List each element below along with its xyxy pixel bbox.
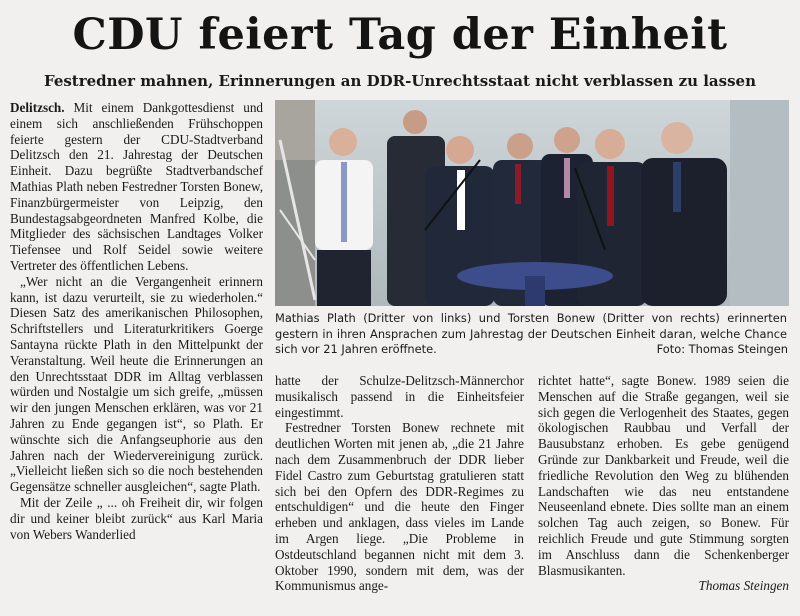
paragraph: „Wer nicht an die Vergangenheit erinnern kann, ist dazu verurteilt, sie zu wiederholen.“ Diesen Satz des amerikanischen Philosophen, Schriftstellers und Literaturkritikers Goerge Santayna rückte Plath in den Mittelpunkt der Veranstaltung. Weil heute die Erinnerungen an den Unrechtsstaat DDR im Alltag verblassen würden und Nostalgie um sich greife, „müssen wir den jungen Menschen erklären, was vor 21 Jahren zu Ende gegangen ist“, so Plath. Er wünschte sich die Anfangseuphorie aus den Jahren nach der Wiedervereinigung zurück. „Vielleicht ließen sich so die noch bestehenden Gegensätze schneller ausgleichen“, sagte Plath. bbox=[10, 273, 263, 495]
photo-caption: Mathias Plath (Dritter von links) und Torsten Bonew (Dritter von rechts) erinnerten gestern in ihren Ansprachen zum Jahrestag der Deutschen Einheit daran, welche Chance sich vor 21 Jahren eröffnete. bbox=[275, 311, 787, 356]
subheadline: Festredner mahnen, Erinnerungen an DDR-Unrechtsstaat nicht verblassen zu lassen bbox=[43, 72, 756, 90]
headline: CDU feiert Tag der Einheit bbox=[72, 10, 728, 60]
paragraph: hatte der Schulze-Delitzsch-Männerchor musikalisch passend in die Einheitsfeier eingestimmt. bbox=[275, 373, 524, 420]
article-column-1 bbox=[10, 100, 263, 542]
paragraph: Festredner Torsten Bonew rechnete mit deutlichen Worten mit jenen ab, „die 21 Jahre nach dem Zusammenbruch der DDR lieber Fidel Castro zum Geburtstag gratulieren statt sich bei den Opfern des DDR-Regimes zu entschuldigen“ und die heute den Finger erheben und anklagen, dass vieles im Lande im Argen liege. „Die Probleme in Ostdeutschland begannen nicht mit dem 3. Oktober 1990, sondern mit dem, was der Kommunismus ange- bbox=[275, 420, 524, 594]
paragraph bbox=[10, 100, 263, 274]
paragraph: Mit der Zeile „ ... oh Freiheit dir, wir folgen dir und keiner bleibt zurück“ aus Karl Maria von Webers Wanderlied bbox=[10, 494, 263, 542]
article-column-3 bbox=[538, 373, 789, 594]
paragraph-text: Mit einem Dankgottesdienst und einem sich anschließenden Frühschoppen feierte gestern der CDU-Stadtverband Delitzsch den 21. Jahrestag der Deutschen Einheit. Dazu begrüßte Stadtverbandschef Mathias Plath neben Festredner Torsten Bonew, Finanzbürgermeister von Leipzig, den Bundestagsabgeordneten Manfred Kolbe, die Mitglieder des sächsischen Landtages Volker Tiefensee und Rolf Seidel sowie weitere Vertreter des öffentlichen Lebens. bbox=[10, 100, 264, 273]
photo-credit: Foto: Thomas Steingen bbox=[656, 342, 788, 356]
byline: Thomas Steingen bbox=[698, 578, 789, 594]
article-column-2 bbox=[275, 373, 524, 594]
news-photo bbox=[275, 100, 789, 306]
photo-illustration bbox=[275, 100, 789, 306]
paragraph: richtet hatte“, sagte Bonew. 1989 seien die Menschen auf die Straße gegangen, weil sie sich gegen die Verlogenheit des Staates, gegen ökologischen Raubbau und Verfall der Bausubstanz erhoben. Es gebe genügend Gründe zur Dankbarkeit und Freude, weil die friedliche Revolution den Weg zu blühenden Landschaften wie das neu entstandene Neuseenland ebnete. Dies sollte man an einem solchen Tag auch zeigen, so Bonew. Für reichlich Freude und gute Stimmung sorgten im Anschluss dann die Schenkenberger Blasmusikanten. bbox=[538, 373, 789, 578]
dateline: Delitzsch. bbox=[10, 100, 65, 115]
